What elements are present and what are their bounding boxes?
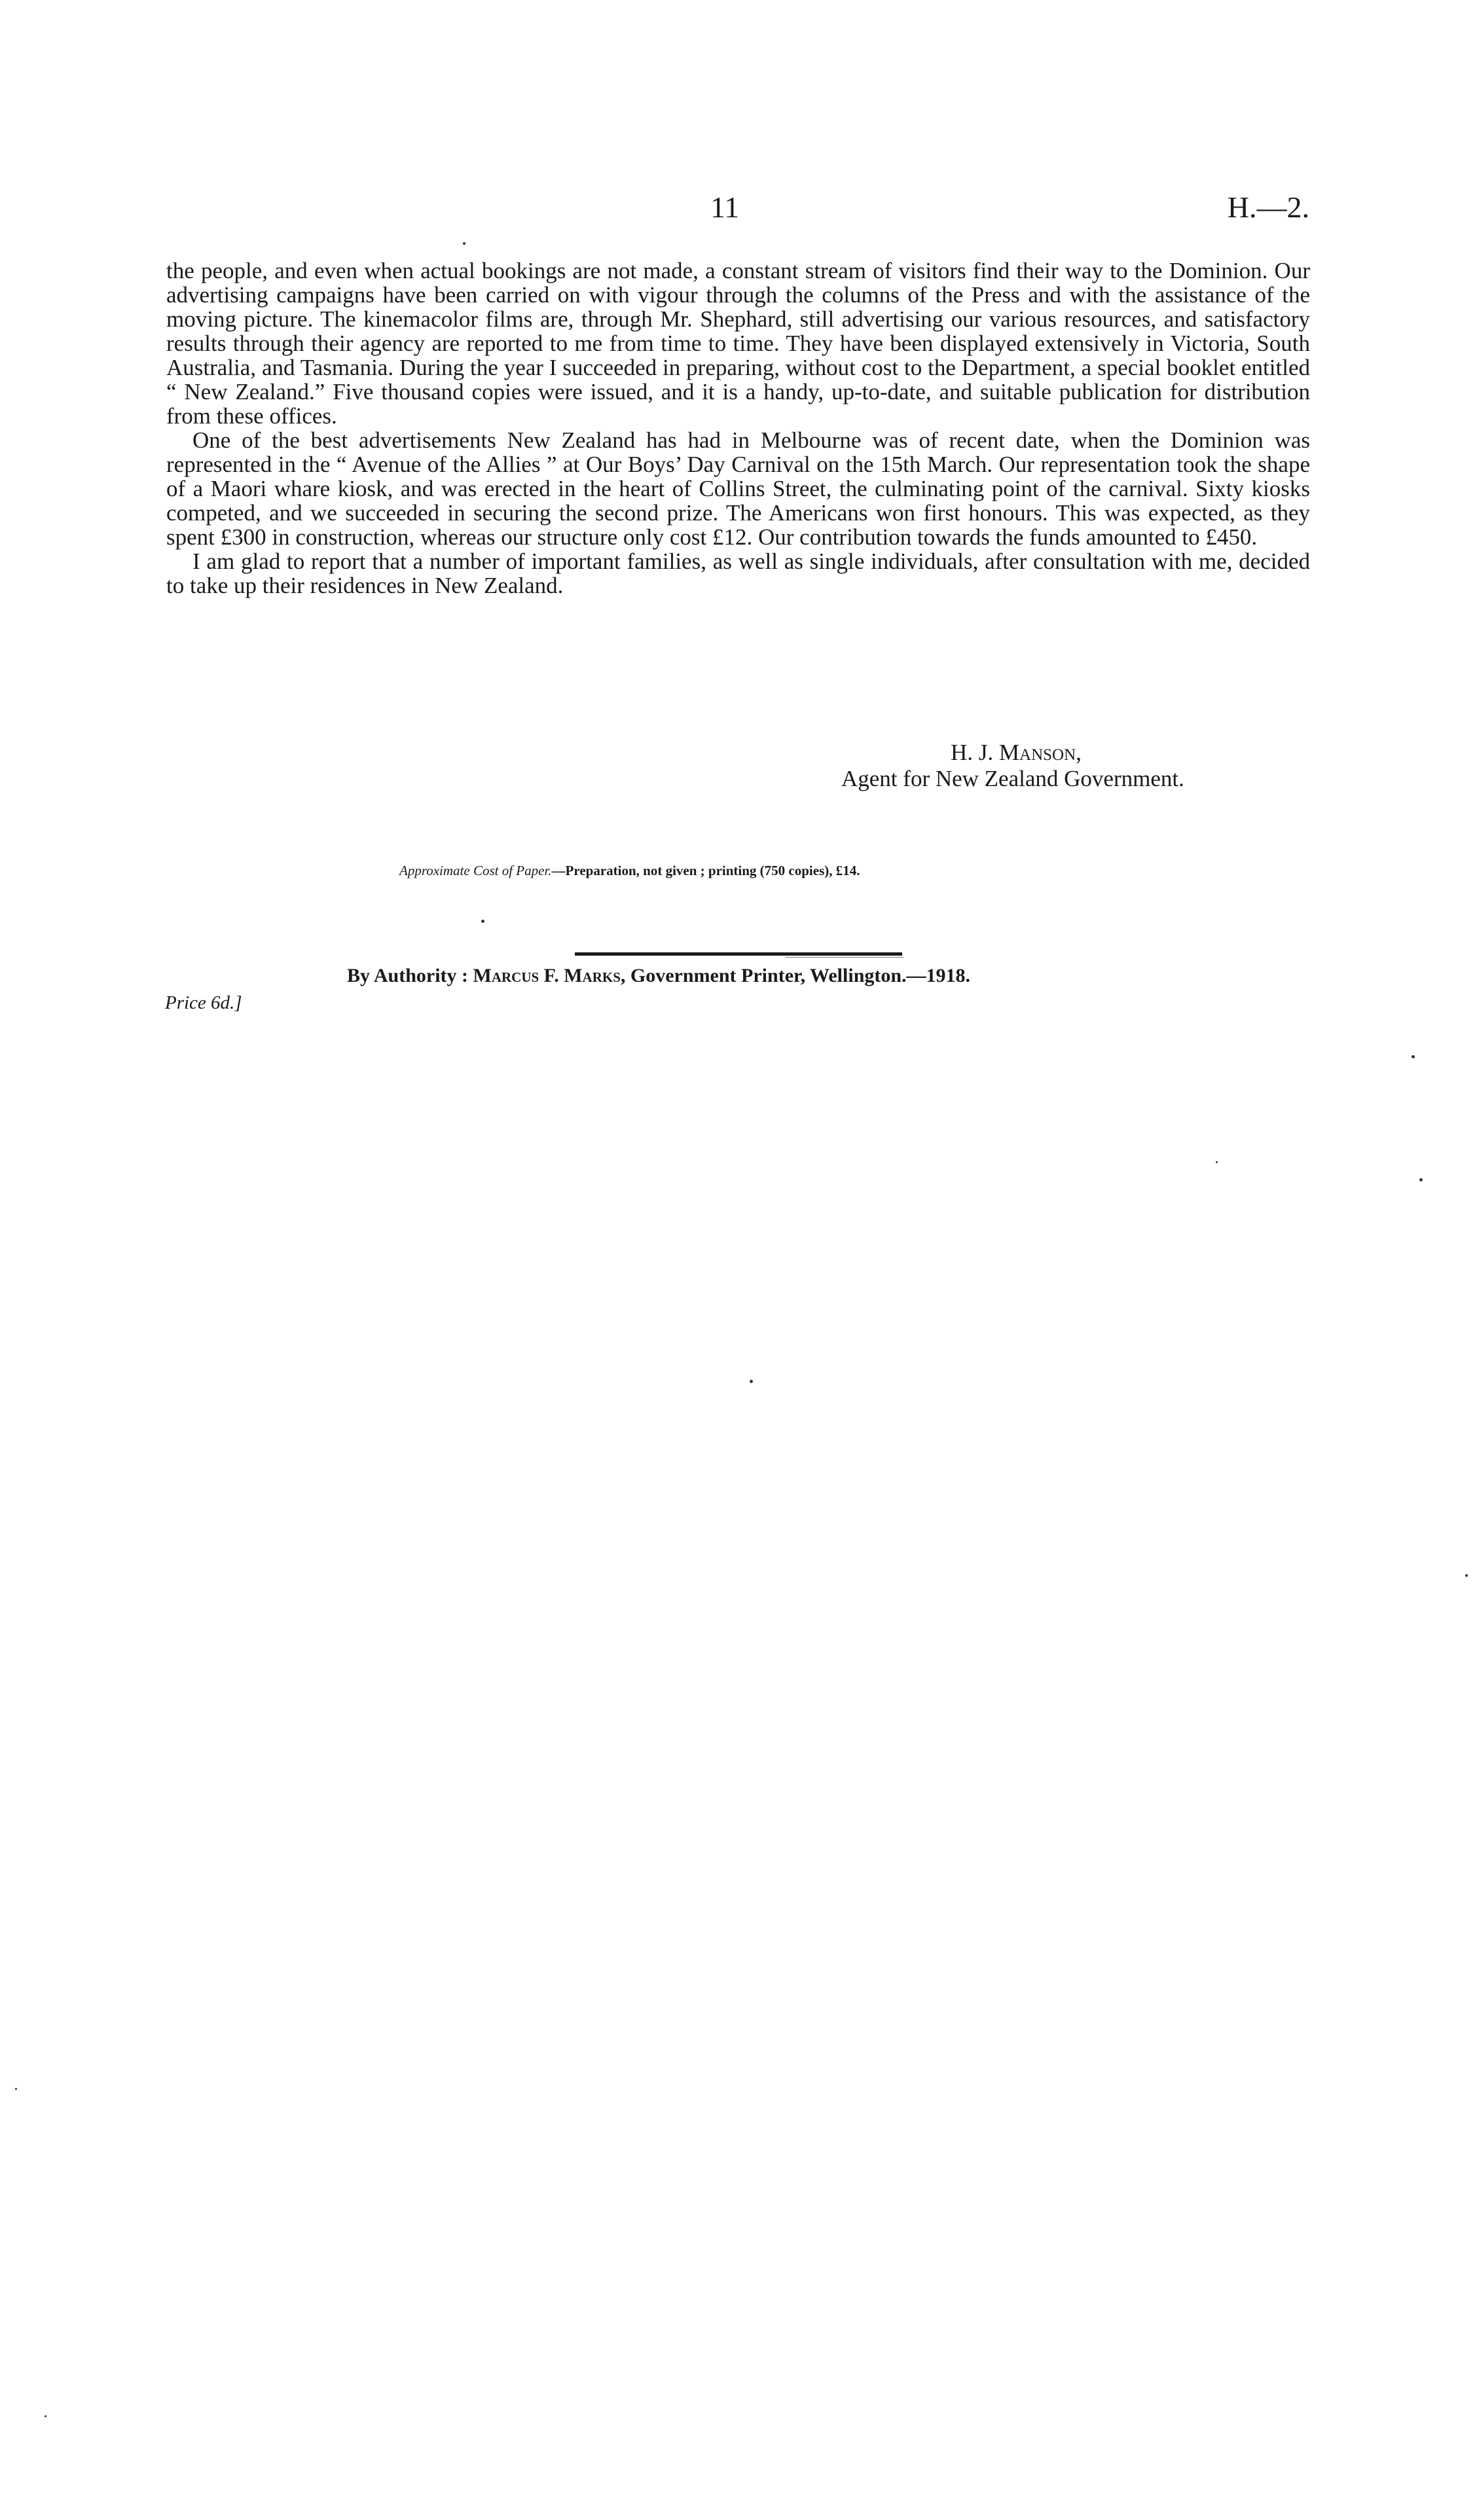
divider-rule-thin	[786, 957, 903, 958]
printer-name: Marcus F. Marks	[473, 965, 621, 986]
page-header-reference: H.—2.	[1227, 190, 1309, 224]
paragraph: I am glad to report that a number of important families, as well as single individuals, after consultation with me, decided to take up their residences in New Zealand.	[166, 549, 1310, 598]
cost-label: Approximate Cost of Paper.	[399, 863, 552, 878]
scan-speck	[1216, 1161, 1218, 1163]
signature-title: Agent for New Zealand Government.	[841, 766, 1184, 791]
scan-speck	[45, 2415, 46, 2417]
cost-text: —Preparation, not given ; printing (750 copies), £14.	[551, 863, 860, 878]
scan-speck	[750, 1380, 753, 1383]
scan-speck	[481, 920, 484, 923]
scan-speck	[463, 242, 465, 245]
body-text	[166, 259, 1310, 598]
paragraph: the people, and even when actual bookings are not made, a constant stream of visitors find their way to the Dominion. Our advertising campaigns have been carried on with vigour through the columns of the Press and with the assistance of the moving picture. The kinemacolor films are, through Mr. Shephard, still advertising our various resources, and satisfactory results through their agency are reported to me from time to time. They have been displayed extensively in Victoria, South Australia, and Tasmania. During the year I succeeded in preparing, without cost to the Department, a special booklet entitled “ New Zealand.” Five thousand copies were issued, and it is a handy, up-to-date, and suitable publication for distribution from these offices.	[166, 258, 1310, 429]
price-note: Price 6d.]	[165, 992, 242, 1013]
page-header-number: 11	[710, 190, 740, 224]
scan-speck	[1412, 1055, 1415, 1058]
scan-speck	[1419, 1178, 1423, 1181]
scan-speck	[15, 2088, 17, 2090]
divider-rule	[575, 952, 902, 956]
paragraph: One of the best advertisements New Zealand has had in Melbourne was of recent date, when the Dominion was represented in the “ Avenue of the Allies ” at Our Boys’ Day Carnival on the 15th March. Our representation took the shape of a Maori whare kiosk, and was erected in the heart of Collins Street, the culminating point of the carnival. Sixty kiosks competed, and we succeeded in securing the second prize. The Americans won first honours. This was expected, as they spent £300 in construction, whereas our structure only cost £12. Our contribution towards the funds amounted to £450.	[166, 427, 1310, 550]
cost-of-paper-note	[399, 863, 860, 879]
authority-suffix: , Government Printer, Wellington.—1918.	[620, 965, 971, 986]
scan-speck	[1465, 1574, 1468, 1577]
signature-block	[841, 740, 1300, 792]
signature-name: H. J. Manson,	[951, 740, 1082, 765]
authority-line	[347, 965, 970, 987]
authority-prefix: By Authority :	[347, 965, 469, 986]
